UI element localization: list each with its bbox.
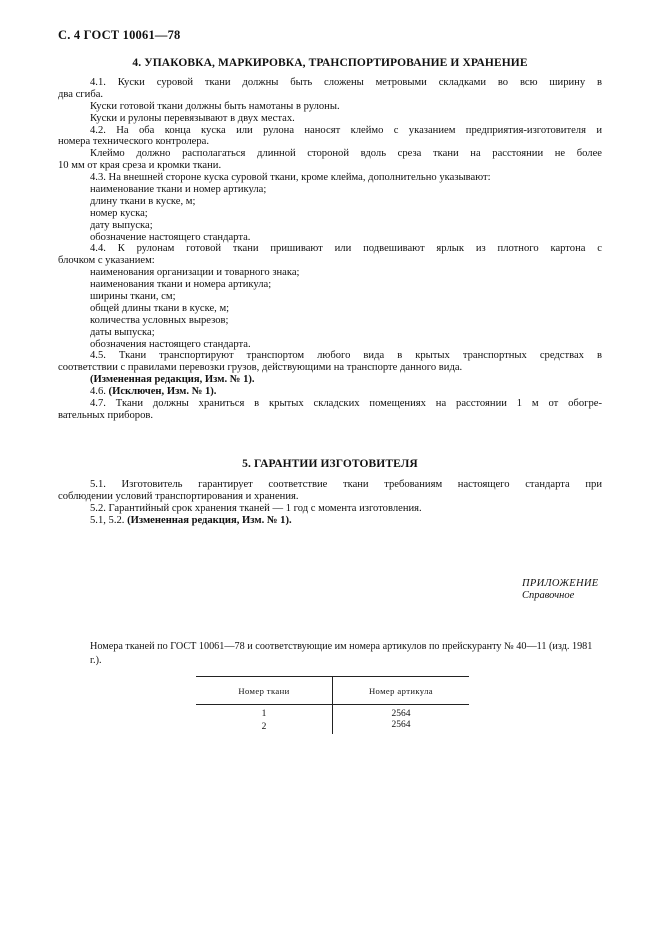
text-line: [90, 515, 602, 527]
text-line: блочком с указанием:: [58, 255, 155, 267]
text-line: соответствии с правилами перевозки грузов, действующими на транспорте данного вида.: [58, 362, 463, 374]
section-5-title: 5. ГАРАНТИИ ИЗГОТОВИТЕЛЯ: [242, 458, 418, 470]
text-line: наименования организации и товарного знака;: [90, 267, 300, 279]
text-line: 4.1. Куски суровой ткани должны быть сложены метровыми складками во всю ширину в: [90, 77, 602, 88]
text-line: Куски и рулоны перевязывают в двух местах.: [90, 112, 295, 124]
amendment-note: (Измененная редакция, Изм. № 1).: [127, 514, 292, 526]
text-line: вательных приборов.: [58, 409, 154, 421]
text-line: длину ткани в куске, м;: [90, 195, 196, 207]
text-line: номера технического контролера.: [58, 136, 209, 148]
section-4-title: 4. УПАКОВКА, МАРКИРОВКА, ТРАНСПОРТИРОВАНИЕ И ХРАНЕНИЕ: [132, 57, 528, 69]
column-header: Номер ткани: [196, 677, 333, 705]
text-line: [90, 386, 602, 398]
clause-number: 5.1, 5.2.: [90, 514, 125, 526]
article-table: [196, 676, 469, 734]
amendment-note: (Измененная редакция, Изм. № 1).: [90, 374, 255, 386]
clause-number: 4.6.: [90, 386, 106, 398]
text-line: 4.4. К рулонам готовой ткани пришивают или подвешивают ярлык из плотного картона с: [90, 243, 602, 255]
appendix-label: ПРИЛОЖЕНИЕ: [522, 578, 599, 589]
text-line: номер куска;: [90, 207, 148, 219]
table-cell: 2564: [333, 720, 470, 734]
text-line: наименование ткани и номер артикула;: [90, 184, 267, 196]
text-line: дату выпуска;: [90, 219, 153, 231]
table-cell: 2564: [333, 705, 470, 721]
table-row: [196, 720, 469, 734]
table-cell: 2: [261, 721, 267, 732]
table-header-row: [196, 677, 469, 705]
section-4-body: [58, 77, 602, 422]
text-line: 4.7. Ткани должны храниться в крытых складских помещениях на расстоянии 1 м от обогре-: [90, 398, 602, 410]
page-header: С. 4 ГОСТ 10061—78: [58, 28, 181, 42]
text-line: обозначения настоящего стандарта.: [90, 338, 251, 350]
text-line: 4.2. На оба конца куска или рулона наносят клеймо с указанием предприятия-изготовителя и: [90, 124, 602, 136]
text-line: обозначение настоящего стандарта.: [90, 231, 251, 243]
text-line: наименования ткани и номера артикула;: [90, 279, 272, 291]
text-line: количества условных вырезов;: [90, 314, 229, 326]
appendix-intro: Номера тканей по ГОСТ 10061—78 и соответствующие им номера артикулов по прейскуранту № 40—11 (изд. 1981 г.).: [90, 641, 593, 666]
table-cell: 1: [261, 709, 267, 719]
text-line: даты выпуска;: [90, 326, 155, 338]
text-line: ширины ткани, см;: [90, 291, 176, 303]
text-line: 4.5. Ткани транспортируют транспортом любого вида в крытых транспортных средствах в: [90, 350, 602, 362]
amendment-note: (Исключен, Изм. № 1).: [108, 386, 217, 398]
column-header: Номер артикула: [333, 677, 470, 705]
text-line: соблюдении условий транспортирования и хранения.: [58, 490, 299, 502]
text-line: 4.3. На внешней стороне куска суровой ткани, кроме клейма, дополнительно указывают:: [90, 172, 491, 184]
table-row: [196, 705, 469, 721]
text-line: Клеймо должно располагаться длинной стороной вдоль среза ткани на расстоянии не более: [90, 148, 602, 160]
text-line: 10 мм от края среза и кромки ткани.: [58, 160, 222, 172]
text-line: 5.2. Гарантийный срок хранения тканей — 1 год с момента изготовления.: [90, 502, 422, 514]
section-5-body: [58, 479, 602, 527]
text-line: общей длины ткани в куске, м;: [90, 302, 230, 314]
text-line: Куски готовой ткани должны быть намотаны в рулоны.: [90, 100, 340, 112]
appendix-sublabel: Справочное: [522, 590, 575, 601]
text-line: два сгиба.: [58, 88, 104, 100]
appendix-heading: [522, 578, 599, 602]
text-line: 5.1. Изготовитель гарантирует соответствие ткани требованиям настоящего стандарта при: [90, 479, 602, 490]
